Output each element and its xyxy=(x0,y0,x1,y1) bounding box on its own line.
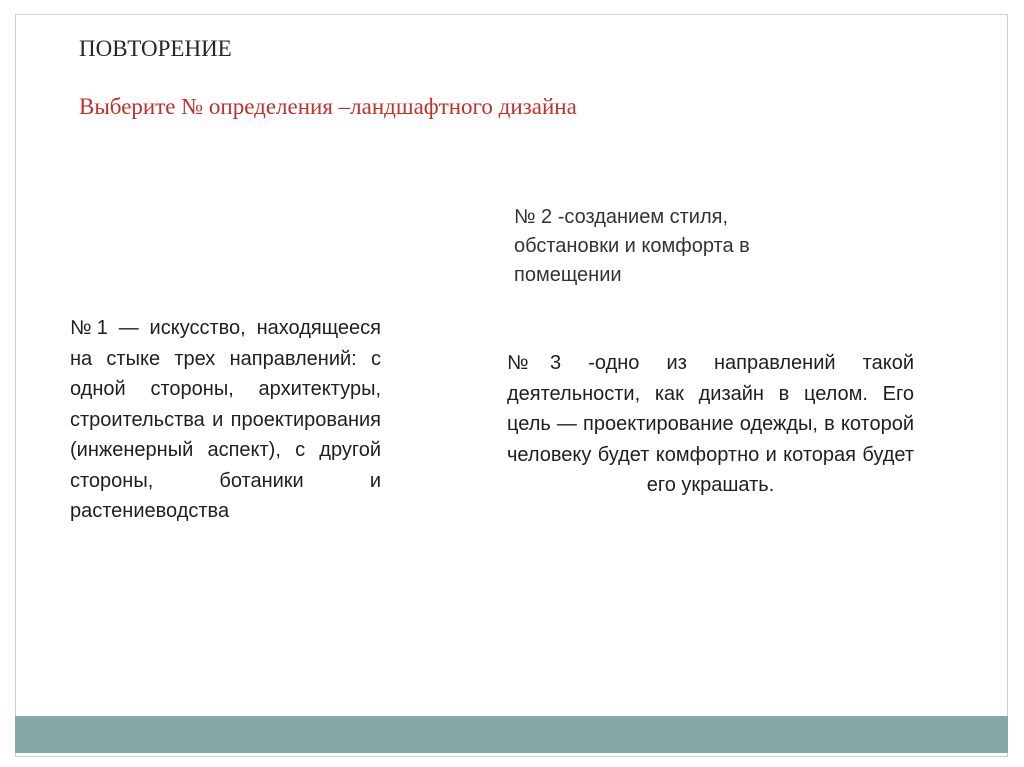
slide-heading: ПОВТОРЕНИЕ xyxy=(79,36,232,61)
slide-question: Выберите № определения –ландшафтного дизайна xyxy=(79,94,577,119)
definition-option-2: № 2 -созданием стиля, обстановки и комфорта в помещении xyxy=(514,206,750,286)
footer-band xyxy=(15,716,1008,753)
definition-option-1: №1 — искусство, находящееся на стыке трех направлений: с одной стороны, архитектуры, строительства и проектирования (инженерный аспект), с другой стороны, ботаники и растениеводства xyxy=(70,317,381,522)
definition-option-3: №3 -одно из направлений такой деятельности, как дизайн в целом. Его цель — проектирование одежды, в которой человеку будет комфортно и которая будет его украшать. xyxy=(507,352,914,496)
